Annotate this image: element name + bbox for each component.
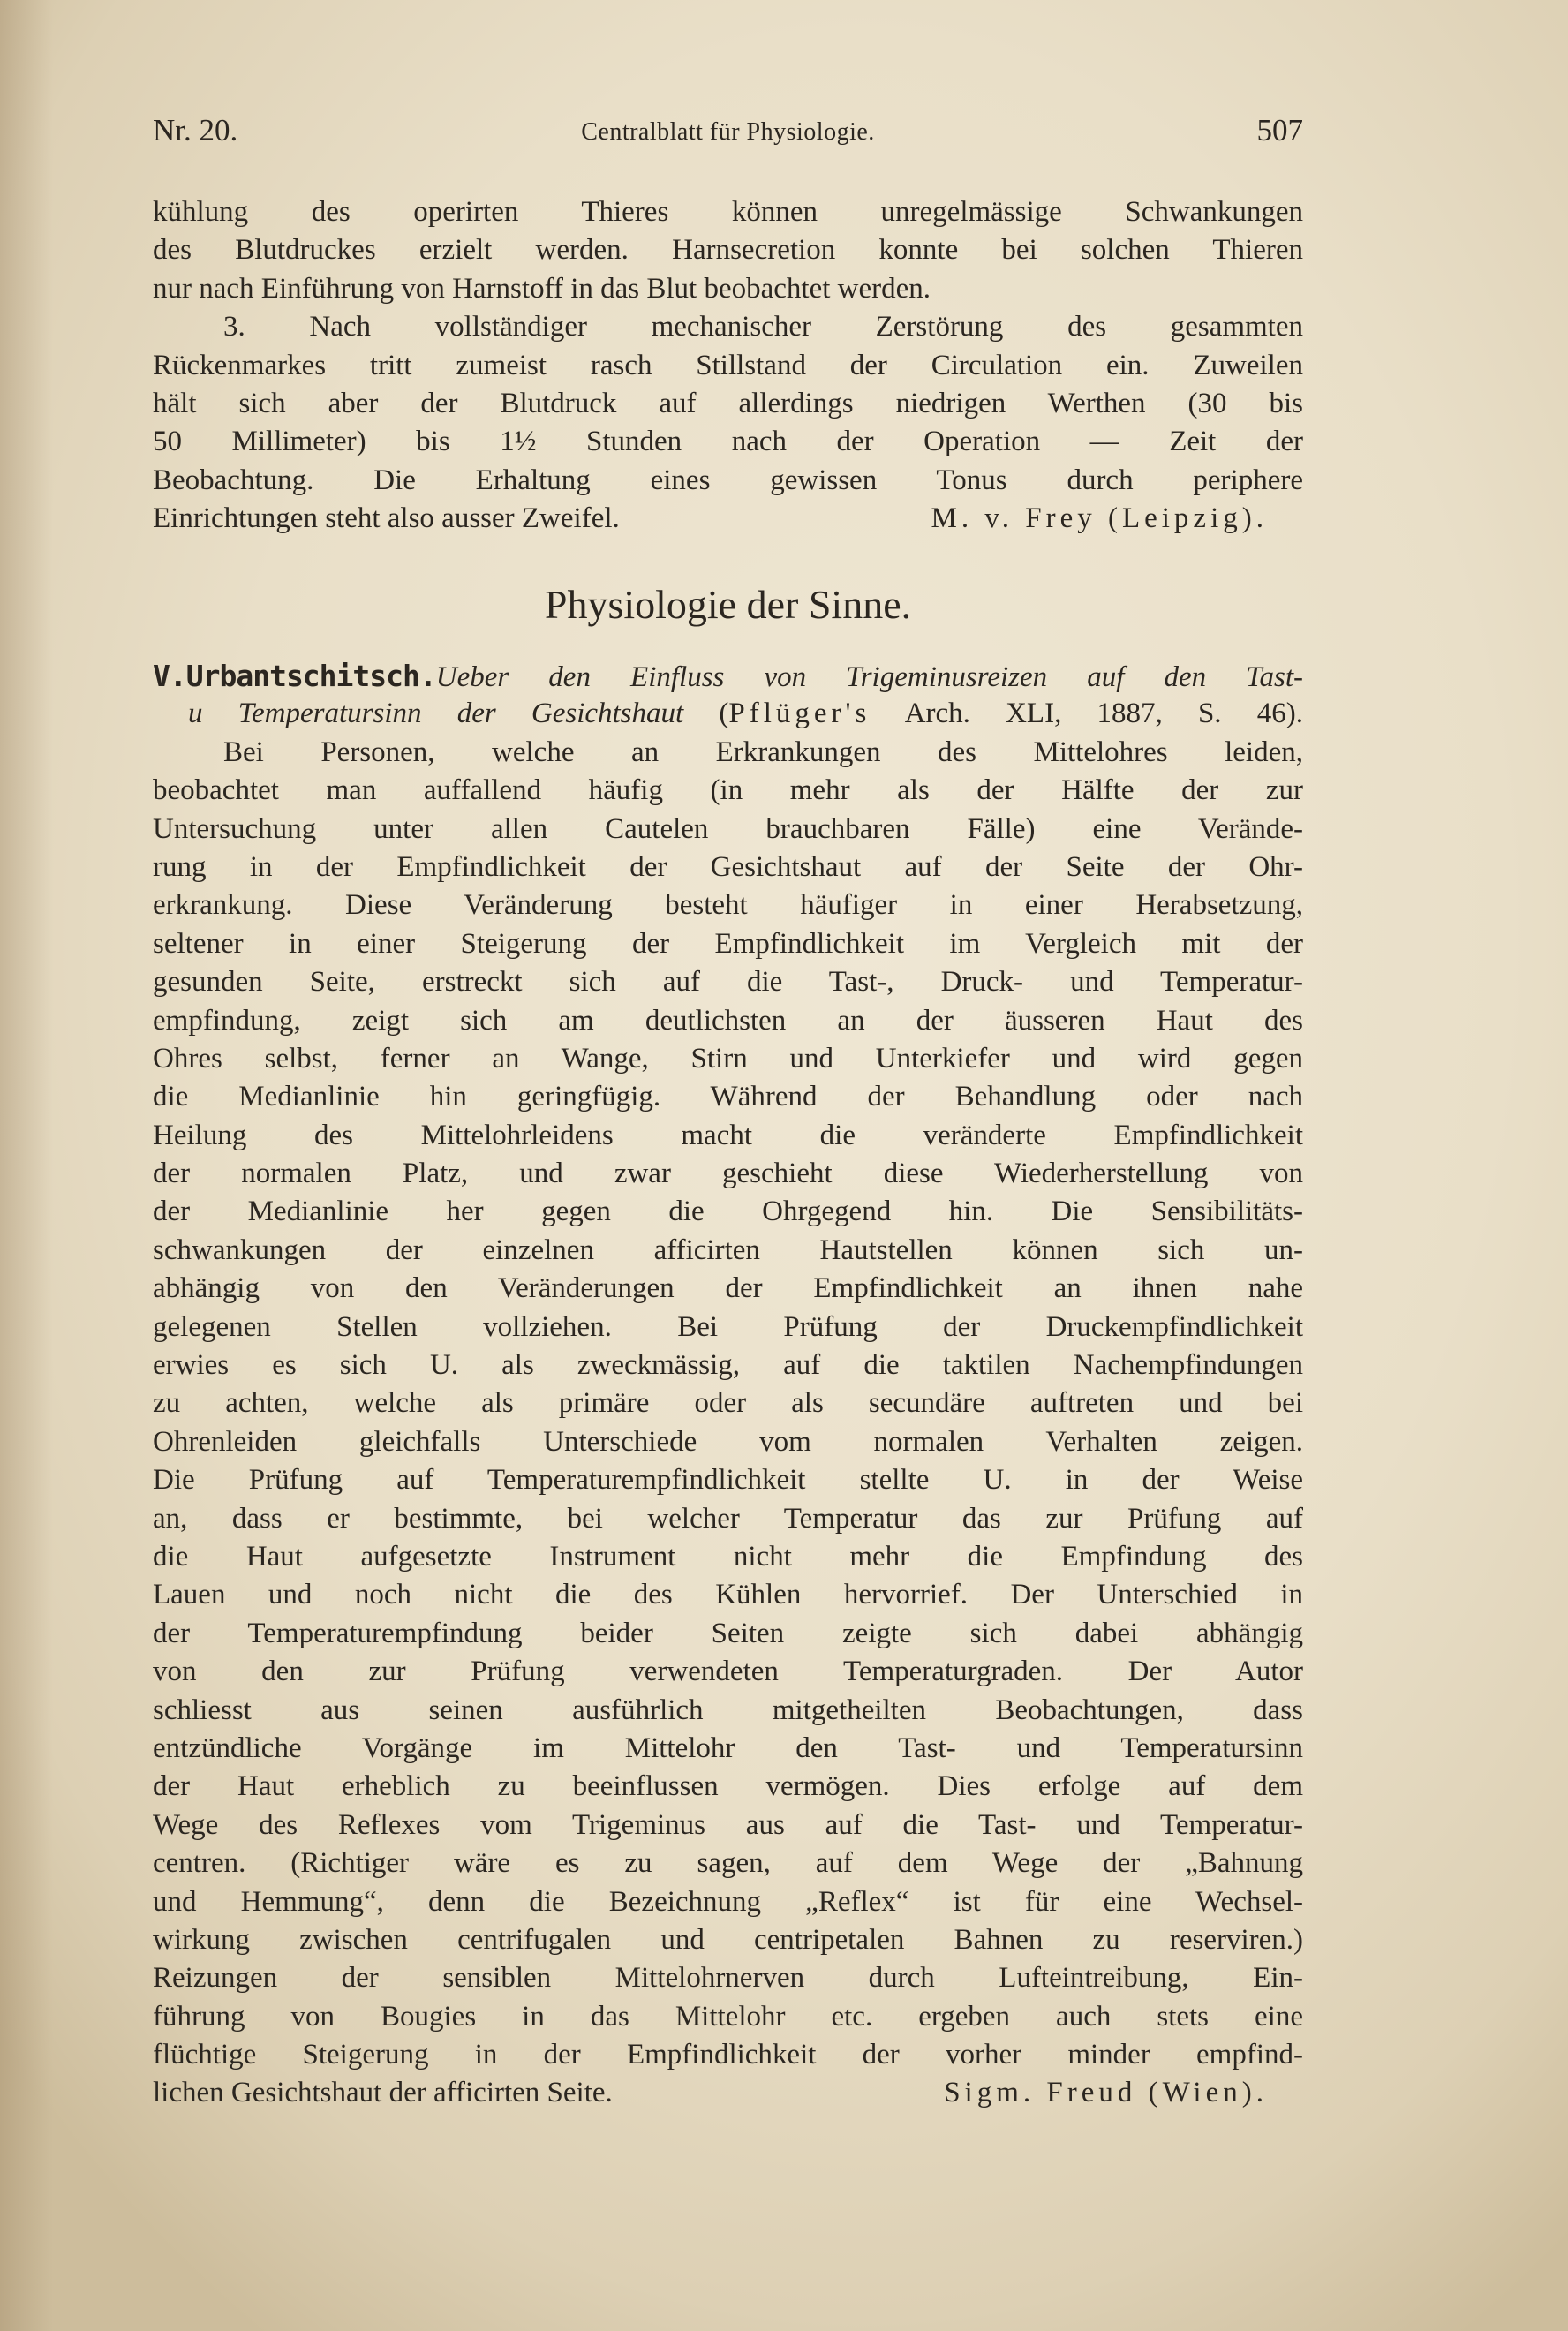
citation-rest: Arch. XLI, 1887, S. 46). [904, 698, 1303, 730]
text-line: Bei Personen, welche an Erkrankungen des Mittelohres leiden, [223, 736, 1303, 768]
text-line: Heilung des Mittelohrleidens macht die veränderte Empfindlichkeit [153, 1119, 1303, 1151]
text-line: Ohrenleiden gleichfalls Unterschiede vom normalen Verhalten zeigen. [153, 1425, 1303, 1458]
text-line: führung von Bougies in das Mittelohr etc. ergeben auch stets eine [153, 2000, 1303, 2033]
issue-number: Nr. 20. [153, 113, 238, 147]
review-entry [153, 657, 1303, 2113]
text-line: flüchtige Steigerung in der Empfindlichkeit der vorher minder empfind- [153, 2039, 1303, 2071]
text-line: seltener in einer Steigerung der Empfindlichkeit im Vergleich mit der [153, 927, 1303, 960]
final-line-text: lichen Gesichtshaut der afficirten Seite. [153, 2077, 613, 2109]
text-line: schwankungen der einzelnen afficirten Hautstellen können sich un- [153, 1233, 1303, 1266]
top-paragraph-final-line [153, 500, 1303, 538]
text-line: Untersuchung unter allen Cautelen brauchbaren Fälle) eine Verände- [153, 812, 1303, 845]
text-line: der Medianlinie her gegen die Ohrgegend hin. Die Sensibilitäts- [153, 1196, 1303, 1228]
text-line: hält sich aber der Blutdruck auf allerdings niedrigen Werthen (30 bis [153, 387, 1303, 419]
text-line: entzündliche Vorgänge im Mittelohr den Tast- und Temperatursinn [153, 1731, 1303, 1764]
text-line: schliesst aus seinen ausführlich mitgetheilten Beobachtungen, dass [153, 1694, 1303, 1726]
running-header [153, 113, 1303, 154]
text-line: 3. Nach vollständiger mechanischer Zerstörung des gesammten [223, 311, 1303, 343]
text-line: zu achten, welche als primäre oder als secundäre auftreten und bei [153, 1387, 1303, 1420]
text-line: Wege des Reflexes vom Trigeminus aus auf die Tast- und Temperatur- [153, 1808, 1303, 1841]
review-heading-line-1 [153, 657, 1303, 695]
page-edge-shadow [0, 0, 53, 2331]
text-line: centren. (Richtiger wäre es zu sagen, auf dem Wege der „Bahnung [153, 1847, 1303, 1880]
review-title-part2: u Temperatursinn der Gesichtshaut [188, 698, 684, 730]
review-author: V.Urbantschitsch. [153, 659, 436, 693]
text-line: kühlung des operirten Thieres können unregelmässige Schwankungen [153, 196, 1303, 228]
text-line: Rückenmarkes tritt zumeist rasch Stillstand der Circulation ein. Zuweilen [153, 349, 1303, 381]
section-title: Physiologie der Sinne. [544, 582, 912, 627]
text-line: der Haut erheblich zu beeinflussen vermögen. Dies erfolge auf dem [153, 1770, 1303, 1803]
text-line: beobachtet man auffallend häufig (in mehr als der Hälfte der zur [153, 774, 1303, 807]
text-line: an, dass er bestimmte, bei welcher Temperatur das zur Prüfung auf [153, 1502, 1303, 1535]
text-line: der normalen Platz, und zwar geschieht diese Wiederherstellung von [153, 1158, 1303, 1190]
journal-title: Centralblatt für Physiologie. [581, 118, 875, 146]
text-line: erkrankung. Diese Veränderung besteht häufiger in einer Herabsetzung, [153, 889, 1303, 922]
text-line: erwies es sich U. als zweckmässig, auf die taktilen Nachempfindungen [153, 1349, 1303, 1382]
text-line: Beobachtung. Die Erhaltung eines gewissen Tonus durch periphere [153, 464, 1303, 496]
top-paragraph [153, 193, 1303, 539]
text-line: des Blutdruckes erzielt werden. Harnsecretion konnte bei solchen Thieren [153, 234, 1303, 267]
text-line: die Haut aufgesetzte Instrument nicht mehr die Empfindung des [153, 1540, 1303, 1573]
signature-frey: M. v. Frey (Leipzig). [931, 502, 1268, 535]
text-line: gelegenen Stellen vollziehen. Bei Prüfung der Druckempfindlichkeit [153, 1310, 1303, 1343]
text-line: nur nach Einführung von Harnstoff in das Blut beobachtet werden. [153, 272, 931, 305]
page-number: 507 [1256, 113, 1303, 147]
text-line: die Medianlinie hin geringfügig. Während der Behandlung oder nach [153, 1081, 1303, 1113]
review-title-part1: Ueber den Einfluss von Trigeminusreizen auf den Tast- [435, 661, 1303, 693]
citation-journal: Pflüger's [728, 698, 871, 730]
text-line: Reizungen der sensiblen Mittelohrnerven durch Lufteintreibung, Ein- [153, 1962, 1303, 1995]
review-heading-line-2: u Temperatursinn der Gesichtshaut (Pflüger's Arch. XLI, 1887, S. 46). [188, 698, 1303, 730]
review-final-line [153, 2074, 1303, 2112]
text-line: Die Prüfung auf Temperaturempfindlichkeit stellte U. in der Weise [153, 1464, 1303, 1497]
text-line: Lauen und noch nicht die des Kühlen hervorrief. Der Unterschied in [153, 1579, 1303, 1611]
text-line: gesunden Seite, erstreckt sich auf die Tast-, Druck- und Temperatur- [153, 966, 1303, 999]
text-line: Ohres selbst, ferner an Wange, Stirn und Unterkiefer und wird gegen [153, 1042, 1303, 1075]
text-line: rung in der Empfindlichkeit der Gesichtshaut auf der Seite der Ohr- [153, 850, 1303, 883]
final-line-text: Einrichtungen steht also ausser Zweifel. [153, 502, 620, 535]
text-line: 50 Millimeter) bis 1½ Stunden nach der Operation — Zeit der [153, 426, 1303, 458]
text-line: wirkung zwischen centrifugalen und centripetalen Bahnen zu reserviren.) [153, 1923, 1303, 1956]
text-line: von den zur Prüfung verwendeten Temperaturgraden. Der Autor [153, 1656, 1303, 1688]
text-line: empfindung, zeigt sich am deutlichsten an der äusseren Haut des [153, 1004, 1303, 1037]
text-line: der Temperaturempfindung beider Seiten zeigte sich dabei abhängig [153, 1617, 1303, 1649]
signature-freud: Sigm. Freud (Wien). [944, 2077, 1268, 2109]
text-line: abhängig von den Veränderungen der Empfindlichkeit an ihnen nahe [153, 1272, 1303, 1305]
text-line: und Hemmung“, denn die Bezeichnung „Reflex“ ist für eine Wechsel- [153, 1885, 1303, 1918]
